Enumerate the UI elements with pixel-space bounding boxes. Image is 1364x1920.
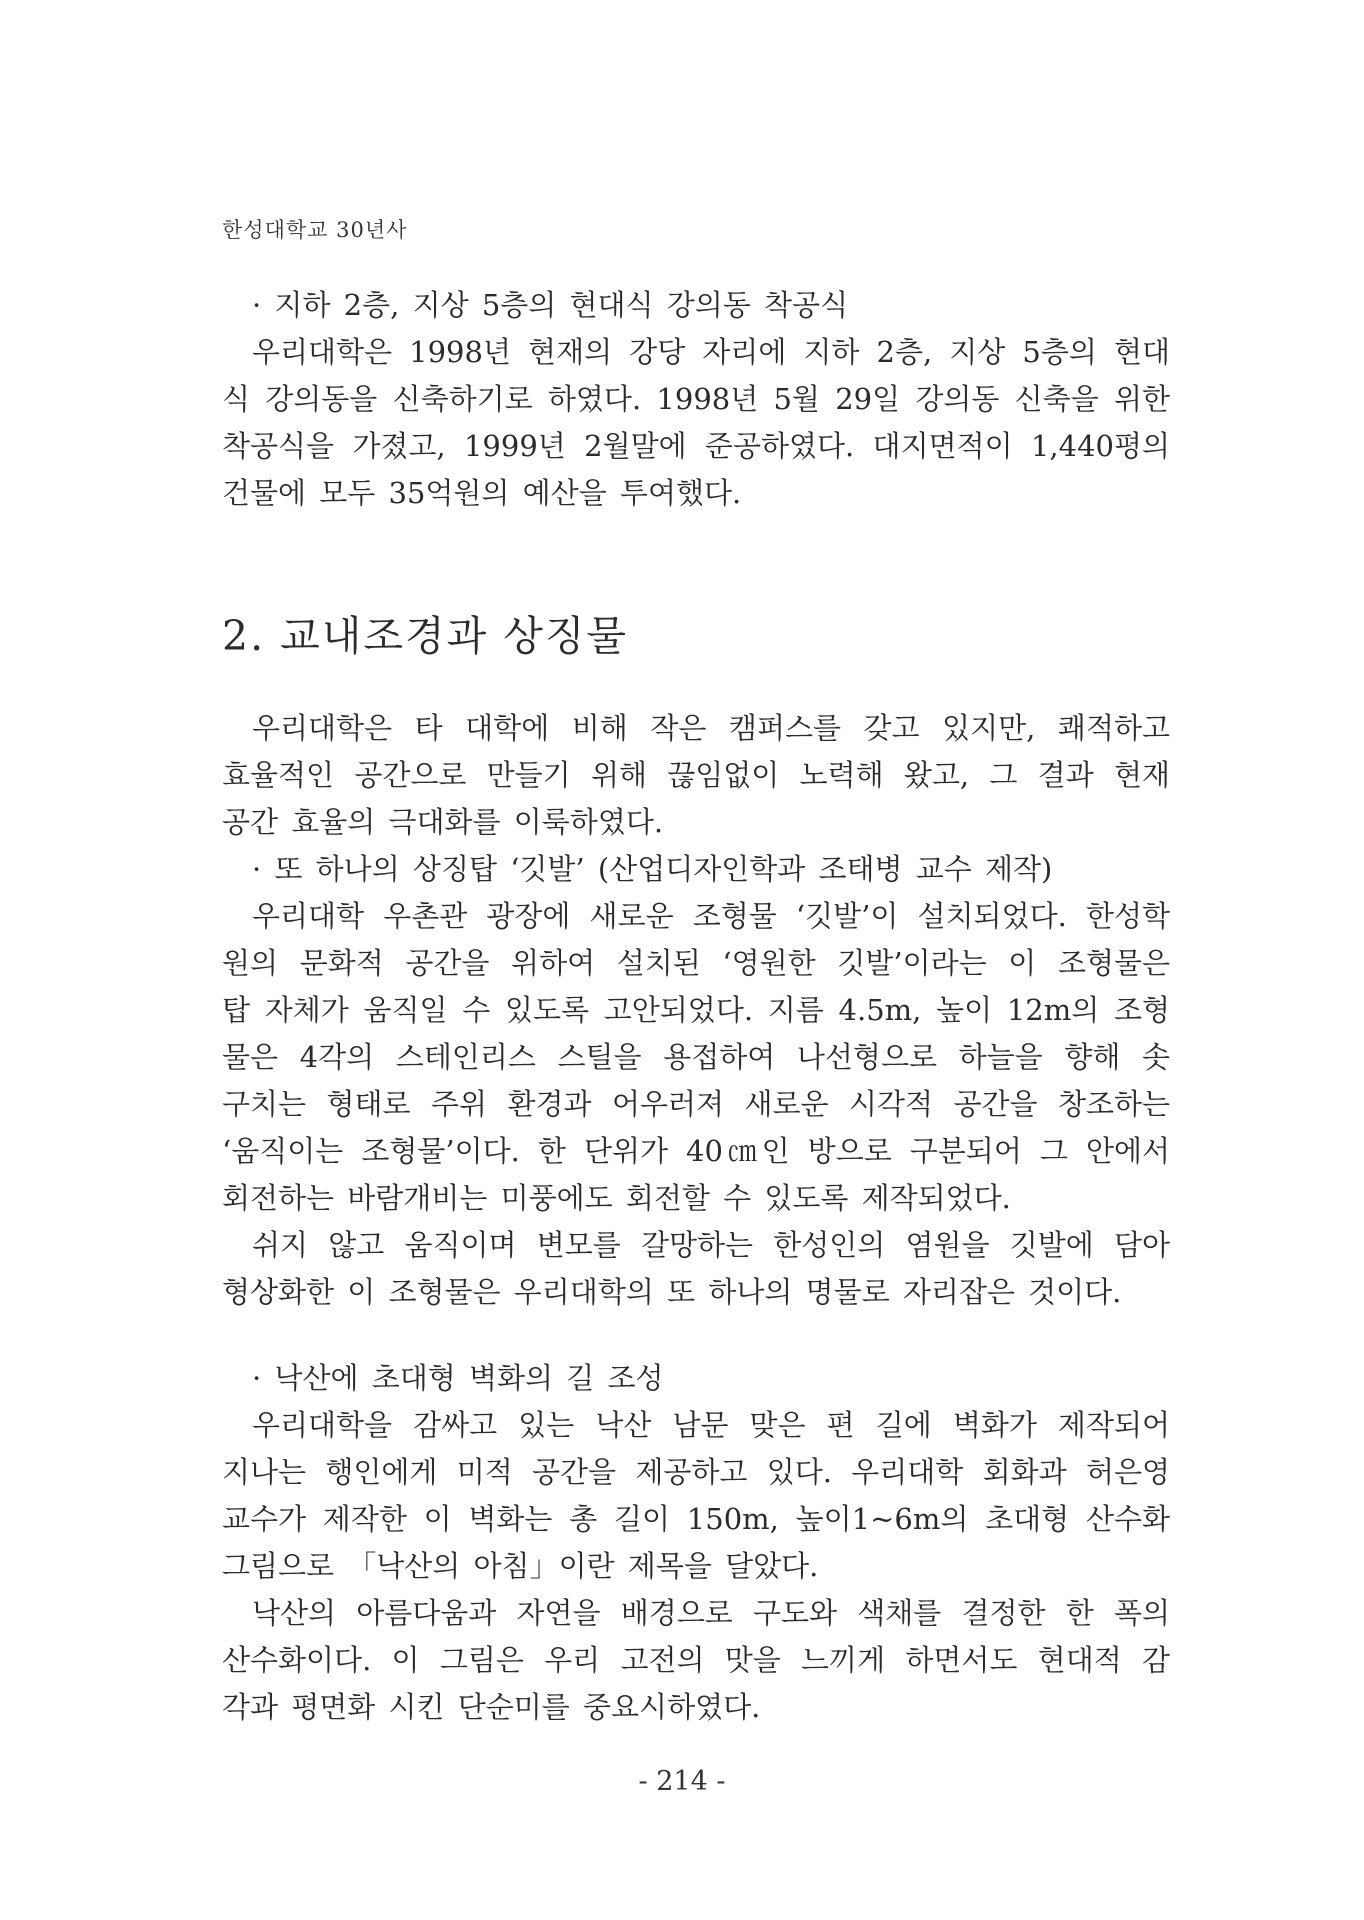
paragraph-line: 회전하는 바람개비는 미풍에도 회전할 수 있도록 제작되었다. (222, 1181, 1011, 1215)
section-lecture-hall (222, 282, 1170, 517)
running-header: 한성대학교 30년사 (222, 218, 408, 242)
section-heading: 2. 교내조경과 상징물 (222, 612, 629, 660)
paragraph-line: 우리대학은 타 대학에 비해 작은 캠퍼스를 갖고 있지만, 쾌적하고 (252, 711, 1170, 745)
paragraph-line: 탑 자체가 움직일 수 있도록 고안되었다. 지름 4.5m, 높이 12m의 조형 (222, 993, 1170, 1027)
page-number: - 214 - (638, 1766, 726, 1797)
bullet-heading-lecture-hall: · 지하 2층, 지상 5층의 현대식 강의동 착공식 (252, 288, 849, 322)
paragraph-line: 지나는 행인에게 미적 공간을 제공하고 있다. 우리대학 회화과 허은영 (222, 1455, 1170, 1489)
paragraph-line: 산수화이다. 이 그림은 우리 고전의 맛을 느끼게 하면서도 현대적 감 (222, 1643, 1170, 1677)
paragraph-line: 구치는 형태로 주위 환경과 어우러져 새로운 시각적 공간을 창조하는 (222, 1087, 1170, 1121)
paragraph-line: 우리대학은 1998년 현재의 강당 자리에 지하 2층, 지상 5층의 현대 (252, 335, 1170, 369)
paragraph-line: 건물에 모두 35억원의 예산을 투여했다. (222, 476, 742, 510)
paragraph-line: 낙산의 아름다움과 자연을 배경으로 구도와 색채를 결정한 한 폭의 (252, 1596, 1170, 1630)
paragraph-line: 식 강의동을 신축하기로 하였다. 1998년 5월 29일 강의동 신축을 위한 (222, 382, 1170, 416)
paragraph-line: 쉬지 않고 움직이며 변모를 갈망하는 한성인의 염원을 깃발에 담아 (252, 1228, 1170, 1262)
paragraph-line: 그림으로 「낙산의 아침」이란 제목을 달았다. (222, 1549, 819, 1583)
paragraph-line: 각과 평면화 시킨 단순미를 중요시하였다. (222, 1690, 761, 1724)
section-heading-block (222, 606, 1170, 666)
paragraph-line: 물은 4각의 스테인리스 스틸을 용접하여 나선형으로 하늘을 향해 솟 (222, 1040, 1170, 1074)
paragraph-line: 공간 효율의 극대화를 이룩하였다. (222, 805, 664, 839)
section-landscape-symbols (222, 705, 1170, 1316)
paragraph-line: 형상화한 이 조형물은 우리대학의 또 하나의 명물로 자리잡은 것이다. (222, 1275, 1122, 1309)
paragraph-line: 효율적인 공간으로 만들기 위해 끊임없이 노력해 왔고, 그 결과 현재 (222, 758, 1170, 792)
paragraph-line: 우리대학을 감싸고 있는 낙산 남문 맞은 편 길에 벽화가 제작되어 (252, 1408, 1170, 1442)
paragraph-line: ‘움직이는 조형물’이다. 한 단위가 40㎝인 방으로 구분되어 그 안에서 (222, 1134, 1170, 1168)
paragraph-line: 교수가 제작한 이 벽화는 총 길이 150m, 높이1~6m의 초대형 산수화 (222, 1502, 1170, 1536)
paragraph-line: 우리대학 우촌관 광장에 새로운 조형물 ‘깃발’이 설치되었다. 한성학 (252, 899, 1170, 933)
bullet-heading-mural: · 낙산에 초대형 벽화의 길 조성 (252, 1361, 664, 1395)
paragraph-line: 원의 문화적 공간을 위하여 설치된 ‘영원한 깃발’이라는 이 조형물은 (222, 946, 1170, 980)
paragraph-line: 착공식을 가졌고, 1999년 2월말에 준공하였다. 대지면적이 1,440평의 (222, 429, 1170, 463)
section-mural-road (222, 1355, 1170, 1731)
bullet-heading-flag-tower: · 또 하나의 상징탑 ‘깃발’ (산업디자인학과 조태병 교수 제작) (252, 852, 1053, 886)
